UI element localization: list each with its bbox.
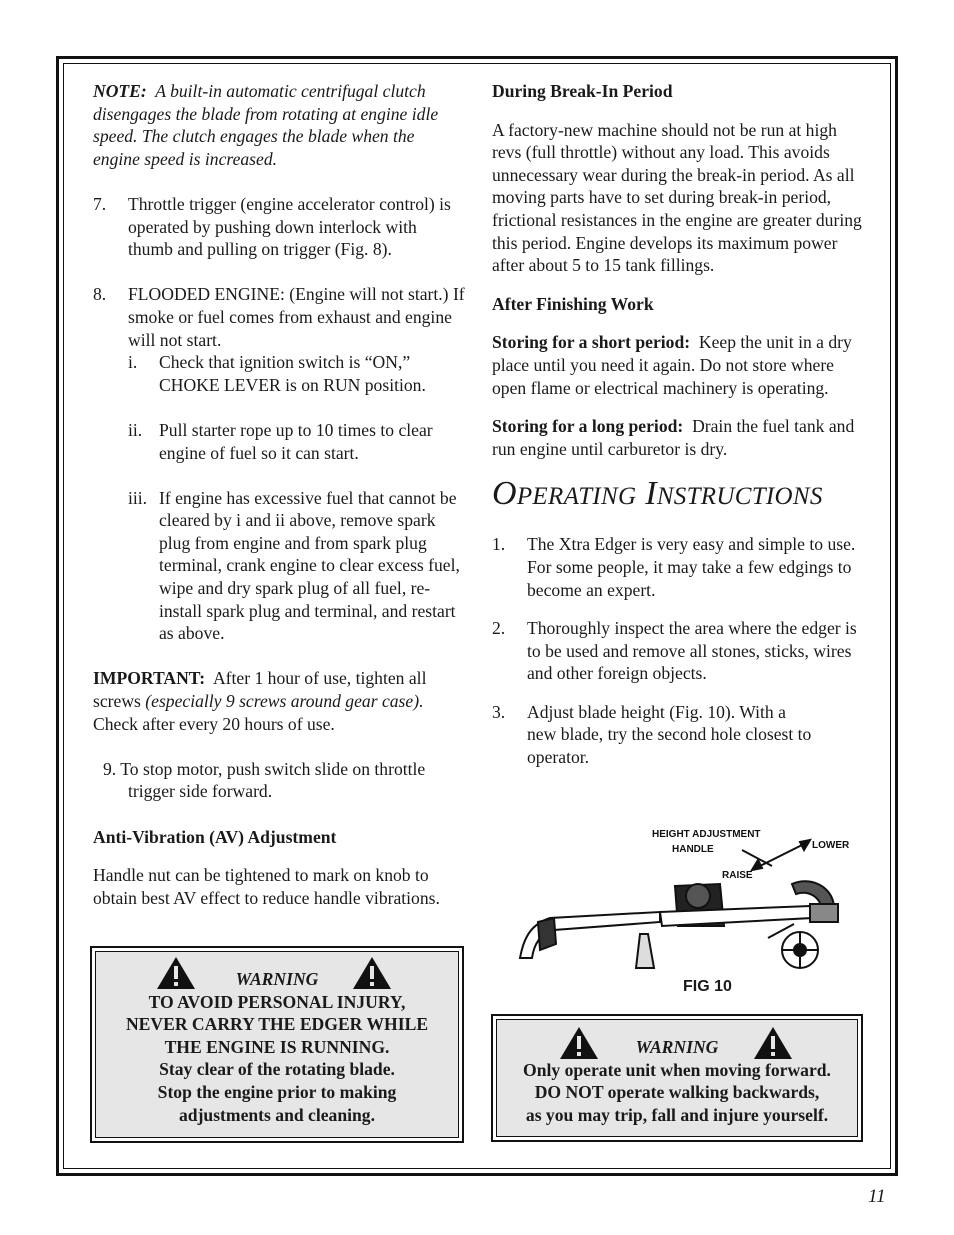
label-handle: HANDLE	[672, 844, 714, 855]
figure-caption: FIG 10	[683, 978, 732, 995]
long-label: Storing for a long period:	[492, 416, 684, 437]
sub-item-text: Pull starter rope up to 10 times to clear engine of fuel so it can start.	[159, 419, 433, 463]
label-lower: LOWER	[812, 840, 850, 851]
item-number: 1.	[492, 534, 506, 555]
label-height-adjustment: HEIGHT ADJUSTMENT	[652, 829, 761, 840]
item-number: 3.	[492, 701, 506, 722]
sub-item-number: i.	[128, 352, 138, 373]
edger-illustration	[510, 826, 860, 976]
warning-line: Stop the engine prior to making	[157, 1081, 397, 1102]
warning-line: DO NOT operate walking backwards,	[534, 1082, 820, 1103]
item-text: Throttle trigger (engine accelerator control) is operated by pushing down interlock with thumb and pulling on trigger (Fig. 8).	[128, 193, 451, 260]
list-item-7	[93, 193, 465, 261]
sub-item-number: ii.	[128, 419, 143, 440]
breakin-text: A factory-new machine should not be run at high revs (full throttle) without any load. This avoids unnecessary wear during the break-in period. As all moving parts have to set during break-in period, frictional resistances in the engine are greater during this period. Engine develops its maximum power after about 5 to 15 tank fillings.	[492, 119, 862, 276]
warning-title: WARNING	[235, 969, 319, 989]
item-number: 8.	[93, 284, 107, 305]
heading-cap-i: I	[645, 475, 657, 513]
important-text: After 1 hour of use, tighten all screws	[93, 668, 427, 712]
left-column	[93, 80, 465, 909]
list-item-9: 9. To stop motor, push switch slide on throttle trigger side forward.	[103, 758, 426, 802]
heading-cap-o: O	[492, 475, 517, 513]
op-item-1	[492, 533, 864, 601]
short-text: Keep the unit in a dry place until you need it again. Do not store where open flame or electrical machinery is operating.	[492, 332, 852, 398]
list-item-8	[93, 283, 465, 351]
edger-body	[520, 881, 838, 968]
item-text: The Xtra Edger is very easy and simple to use. For some people, it may take a few edgings to become an expert.	[527, 534, 856, 600]
note-text: A built-in automatic centrifugal clutch disengages the blade from rotating at engine idle speed. The clutch engages the blade when the engine speed is increased.	[93, 81, 439, 169]
heading-rest-2: NSTRUCTIONS	[656, 483, 823, 511]
short-storage	[492, 331, 864, 399]
op-item-3	[492, 701, 864, 769]
heading-rest-1: PERATING	[516, 483, 637, 511]
op-item-2	[492, 617, 864, 685]
warning-line: adjustments and cleaning.	[178, 1104, 375, 1125]
important-text-2: Check after every 20 hours of use.	[93, 713, 335, 734]
sub-item-ii	[128, 419, 465, 464]
after-work-heading: After Finishing Work	[492, 293, 654, 314]
warning-panel	[496, 1019, 858, 1137]
warning-line: THE ENGINE IS RUNNING.	[164, 1036, 390, 1057]
page-number: 11	[868, 1186, 886, 1207]
warning-line: Only operate unit when moving forward.	[523, 1059, 831, 1080]
important-italic: (especially 9 screws around gear case).	[145, 691, 424, 712]
warning-line: as you may trip, fall and injure yourself.	[525, 1104, 829, 1125]
warning-triangle-icon	[559, 1026, 599, 1060]
sub-item-text: Check that ignition switch is “ON,” CHOKE LEVER is on RUN position.	[159, 352, 426, 395]
note-label: NOTE:	[93, 81, 147, 101]
warning-box-left	[90, 946, 464, 1143]
warning-triangle-icon	[753, 1026, 793, 1060]
warning-line: Stay clear of the rotating blade.	[159, 1059, 395, 1080]
breakin-heading: During Break-In Period	[492, 81, 673, 101]
item-text: Adjust blade height (Fig. 10). With a new blade, try the second hole closest to operator.	[527, 701, 812, 768]
warning-triangle-icon	[156, 956, 196, 990]
right-column	[492, 80, 864, 769]
short-label: Storing for a short period:	[492, 332, 691, 353]
av-heading: Anti-Vibration (AV) Adjustment	[93, 826, 337, 847]
sub-item-iii	[128, 487, 465, 645]
long-text: Drain the fuel tank and run engine until carburetor is dry.	[492, 416, 855, 459]
label-raise: RAISE	[722, 870, 753, 881]
warning-panel	[95, 951, 459, 1138]
warning-line: TO AVOID PERSONAL INJURY,	[148, 991, 406, 1012]
section-heading	[492, 474, 864, 517]
sub-item-number: iii.	[128, 487, 148, 508]
warning-box-right	[491, 1014, 863, 1142]
item-text: FLOODED ENGINE: (Engine will not start.) If smoke or fuel comes from exhaust and engine will not start.	[128, 284, 465, 350]
item-number: 7.	[93, 193, 107, 214]
clutch-note	[93, 80, 465, 170]
warning-line: NEVER CARRY THE EDGER WHILE	[125, 1014, 429, 1035]
sub-item-text: If engine has excessive fuel that cannot be cleared by i and ii above, remove spark plug from engine and from spark plug terminal, crank engine to clear excess fuel, wipe and dry spark plug of all fuel, re-install spark plug and terminal, and restart as above.	[159, 487, 460, 644]
av-text: Handle nut can be tightened to mark on knob to obtain best AV effect to reduce handle vibrations.	[93, 865, 440, 908]
important-label: IMPORTANT:	[93, 668, 206, 689]
adjust-arrows	[742, 840, 810, 870]
important-note	[93, 667, 465, 735]
warning-title: WARNING	[635, 1037, 719, 1057]
item-text: Thoroughly inspect the area where the edger is to be used and remove all stones, sticks, wires and other foreign objects.	[527, 618, 857, 684]
long-storage	[492, 415, 864, 460]
item-number: 2.	[492, 618, 506, 639]
warning-triangle-icon	[352, 956, 392, 990]
sub-item-i	[128, 351, 465, 396]
